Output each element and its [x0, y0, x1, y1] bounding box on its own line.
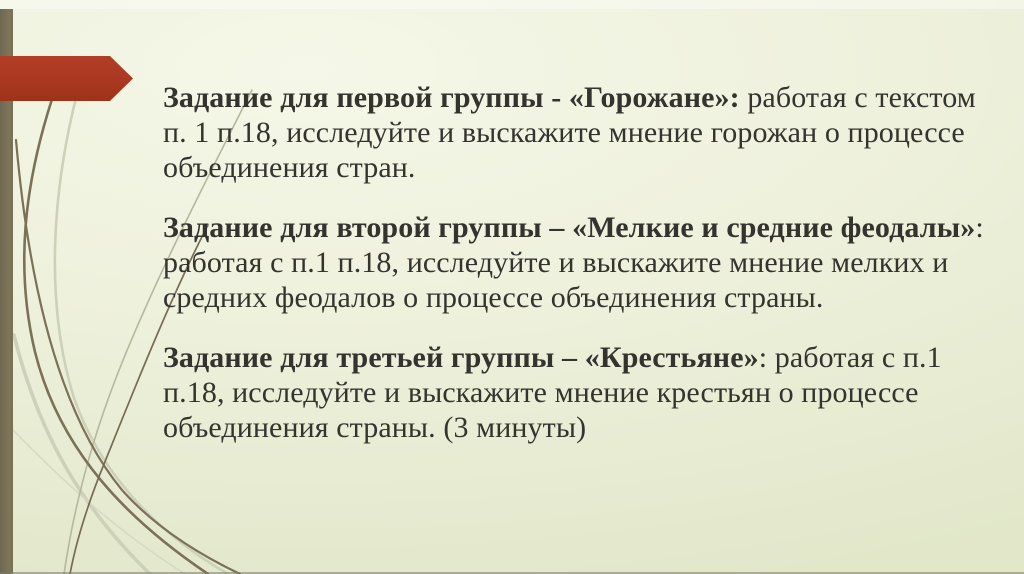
task-paragraph — [163, 340, 942, 445]
text-run: Задание для второй группы – «Мелкие и средние феодалы» — [163, 211, 976, 244]
text-run: п.18, исследуйте и выскажите мнение крестьян о процессе — [163, 376, 919, 409]
text-line — [163, 115, 965, 150]
text-run: объединения стран. — [163, 151, 416, 184]
red-arrow-shape — [0, 56, 133, 101]
text-run: Задание для первой группы - «Горожане»: — [163, 81, 740, 114]
text-line — [163, 150, 923, 185]
text-line — [163, 80, 976, 115]
text-line — [163, 340, 942, 375]
text-run: средних феодалов о процессе объединения страны. — [163, 281, 824, 314]
text-run: п. 1 п.18, исследуйте и выскажите мнение горожан о процессе — [163, 116, 965, 149]
text-line — [163, 375, 923, 410]
text-run: работая с п.1 п.18, исследуйте и выскажите мнение мелких и — [163, 246, 949, 279]
text-run: : — [975, 211, 984, 244]
text-line — [163, 245, 949, 280]
text-run: : работая с п.1 — [758, 341, 942, 374]
task-paragraph — [163, 210, 984, 315]
task-paragraph — [163, 80, 976, 185]
text-line — [163, 410, 923, 445]
text-run: Задание для третьей группы – «Крестьяне» — [163, 341, 759, 374]
slide-body-text — [163, 80, 984, 470]
text-run: работая с текстом — [739, 81, 976, 114]
text-line — [163, 280, 923, 315]
text-line — [163, 210, 984, 245]
text-run: объединения страны. (3 минуты) — [163, 411, 587, 444]
